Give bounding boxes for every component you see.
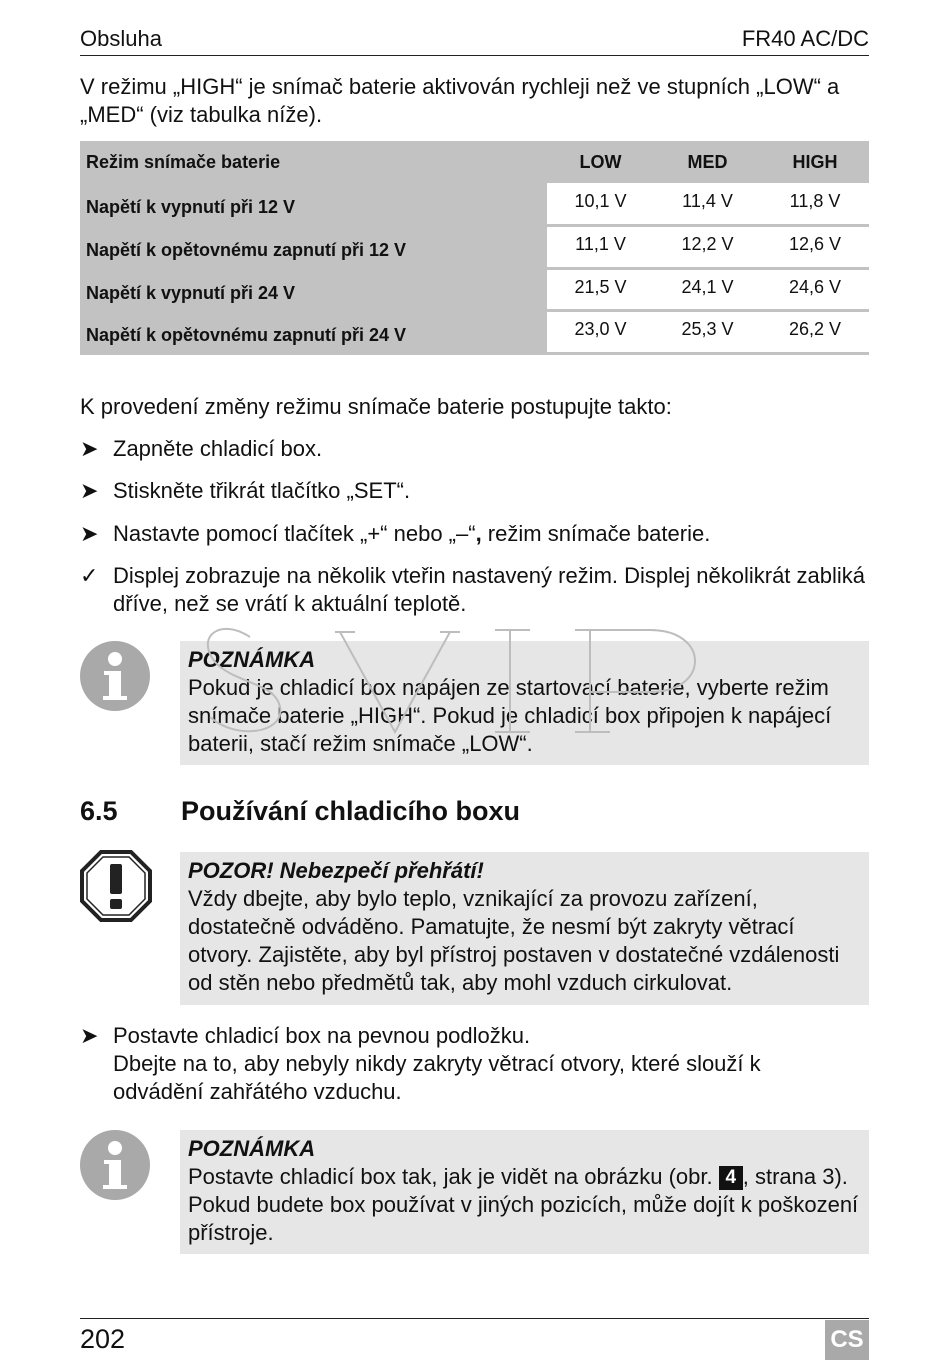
- note-text-part: Postavte chladicí box tak, jak je vidět na obrázku (obr.: [188, 1164, 719, 1189]
- header-section: Obsluha: [80, 26, 162, 51]
- cell-high: 11,8 V: [761, 183, 869, 226]
- cell-high: 24,6 V: [761, 268, 869, 311]
- cell-low: 10,1 V: [547, 183, 654, 226]
- page-header: [80, 22, 869, 56]
- row-label: Napětí k vypnutí při 24 V: [80, 268, 547, 311]
- battery-monitor-table: [80, 141, 869, 355]
- table-header-high: HIGH: [761, 141, 869, 183]
- intro-paragraph: V režimu „HIGH“ je snímač baterie aktivován rychleji než ve stupních „LOW“ a „MED“ (viz tabulka níže).: [80, 74, 840, 127]
- cell-med: 12,2 V: [654, 226, 761, 269]
- step-text: Displej zobrazuje na několik vteřin nastavený režim. Displej několikrát zabliká dříve, než se vrátí k aktuální teplotě.: [113, 563, 866, 616]
- step-text-bold: ,: [475, 521, 482, 546]
- arrow-bullet-icon: ➤: [80, 1023, 99, 1048]
- warning-octagon-icon: [80, 850, 152, 922]
- cell-high: 12,6 V: [761, 226, 869, 269]
- language-tab: CS: [825, 1320, 869, 1360]
- svip-watermark: [190, 612, 730, 742]
- row-label: Napětí k vypnutí při 12 V: [80, 183, 547, 226]
- cell-low: 21,5 V: [547, 268, 654, 311]
- row-label: Napětí k opětovnému zapnutí při 24 V: [80, 311, 547, 354]
- cell-low: 11,1 V: [547, 226, 654, 269]
- info-icon: [80, 641, 150, 711]
- note-text: Pokud je chladicí box napájen ze startovací baterie, vyberte režim snímače baterie „HIGH“. Pokud je chladicí box připojen k napájecí baterii, stačí režim snímače „LOW“.: [188, 675, 832, 756]
- header-product: FR40 AC/DC: [741, 26, 869, 51]
- check-icon: ✓: [80, 563, 99, 588]
- cell-high: 26,2 V: [761, 311, 869, 354]
- warning-title: POZOR! Nebezpečí přehřátí!: [188, 858, 484, 883]
- step-text: Zapněte chladicí box.: [113, 436, 323, 461]
- step-text: Stiskněte třikrát tlačítko „SET“.: [113, 478, 411, 503]
- table-row: [80, 311, 869, 354]
- row-label: Napětí k opětovnému zapnutí při 12 V: [80, 226, 547, 269]
- table-header-row: [80, 141, 869, 183]
- info-icon: [80, 1130, 150, 1200]
- table-header-low: LOW: [547, 141, 654, 183]
- table-header-med: MED: [654, 141, 761, 183]
- step-text-part: Nastavte pomocí tlačítek „+“ nebo „–“: [113, 521, 476, 546]
- arrow-bullet-icon: ➤: [80, 436, 99, 461]
- step-line: Dbejte na to, aby nebyly nikdy zakryty větrací otvory, které slouží k odvádění zahřátého vzduchu.: [113, 1051, 761, 1104]
- warning-box: [180, 852, 869, 1005]
- figure-reference: 4: [719, 1166, 743, 1190]
- note-box: [180, 1130, 869, 1254]
- step-text: [113, 1022, 870, 1106]
- note-text: [188, 1163, 861, 1247]
- table-header-mode: Režim snímače baterie: [80, 141, 547, 183]
- step-line: Postavte chladicí box na pevnou podložku.: [113, 1023, 531, 1048]
- note-title: POZNÁMKA: [188, 647, 316, 672]
- cell-med: 25,3 V: [654, 311, 761, 354]
- page-number: 202: [80, 1324, 126, 1354]
- section-title: Používání chladicího boxu: [181, 796, 521, 826]
- cell-med: 24,1 V: [654, 268, 761, 311]
- cell-low: 23,0 V: [547, 311, 654, 354]
- footer-divider: [80, 1318, 869, 1319]
- note-text-part: , strana 3). Pokud budete box používat v jiných pozicích, může dojít k poškození přístroje.: [188, 1164, 859, 1245]
- table-row: [80, 226, 869, 269]
- step-text-part: režim snímače baterie.: [481, 521, 711, 546]
- table-row: [80, 183, 869, 226]
- table-row: [80, 268, 869, 311]
- note-title: POZNÁMKA: [188, 1136, 316, 1161]
- warning-text: Vždy dbejte, aby bylo teplo, vznikající za provozu zařízení, dostatečně odváděno. Pamatujte, že nesmí být zakryty větrací otvory. Zajistěte, aby byl přístroj postaven v dostatečné vzdálenosti od stěn nebo předmětů tak, aby mohl vzduch cirkulovat.: [188, 886, 840, 995]
- procedure-intro: K provedení změny režimu snímače baterie postupujte takto:: [80, 394, 672, 419]
- arrow-bullet-icon: ➤: [80, 521, 99, 546]
- step-text: [113, 520, 870, 548]
- section-number: 6.5: [80, 796, 118, 826]
- arrow-bullet-icon: ➤: [80, 478, 99, 503]
- cell-med: 11,4 V: [654, 183, 761, 226]
